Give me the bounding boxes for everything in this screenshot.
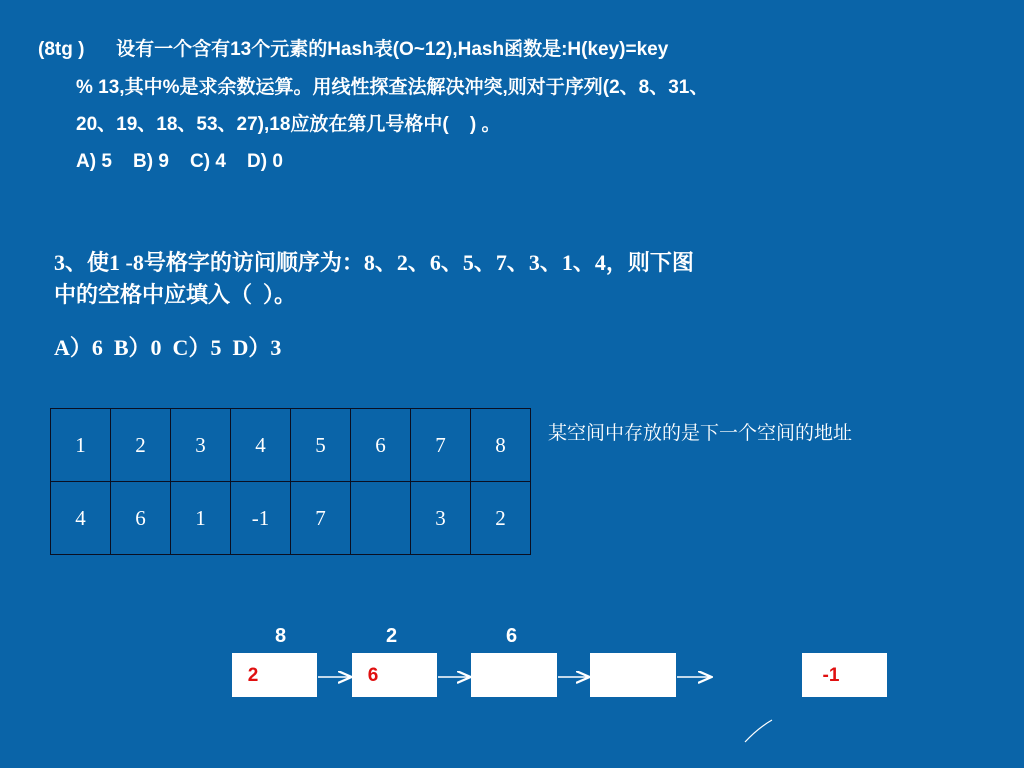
chain-node-value: 2: [247, 665, 259, 686]
table-value-cell: 2: [471, 482, 531, 555]
chain-node-value: 6: [367, 665, 379, 686]
question1-options: A) 5 B) 9 C) 4 D) 0: [76, 151, 283, 172]
question2-line1: 3、使1 -8号格字的访问顺序为：8、2、6、5、7、3、1、4，则下图: [54, 250, 694, 275]
table-header-cell: 7: [411, 409, 471, 482]
table-header-cell: 2: [111, 409, 171, 482]
table-value-cell: 6: [111, 482, 171, 555]
table-value-cell: 7: [291, 482, 351, 555]
table-value-cell: -1: [231, 482, 291, 555]
question1-line1: (8tg ) 设有一个含有13个元素的Hash表(O~12),Hash函数是:H(key)=key: [38, 39, 669, 60]
question2-line2: 中的空格中应填入（ ）。: [54, 282, 297, 307]
chain-label-2: 2: [386, 625, 398, 647]
table-header-cell: 6: [351, 409, 411, 482]
table-header-cell: 8: [471, 409, 531, 482]
chain-label-3: 6: [506, 625, 518, 647]
table-value-cell: 3: [411, 482, 471, 555]
table-header-cell: 3: [171, 409, 231, 482]
table-header-cell: 1: [51, 409, 111, 482]
chain-node-value: -1: [822, 665, 840, 686]
table-value-cell: 4: [51, 482, 111, 555]
table-header-cell: 5: [291, 409, 351, 482]
table-note: 某空间中存放的是下一个空间的地址: [548, 422, 853, 444]
question1-line2: % 13,其中%是求余数运算。用线性探查法解决冲突,则对于序列(2、8、31、: [76, 77, 709, 98]
table-header-cell: 4: [231, 409, 291, 482]
decorative-stroke: [745, 720, 772, 742]
table-value-cell: 1: [171, 482, 231, 555]
chain-label-1: 8: [275, 625, 287, 647]
question2-options: A）6 B）0 C）5 D）3: [54, 335, 282, 360]
question1-line3: 20、19、18、53、27),18应放在第几号格中( ) 。: [76, 114, 501, 135]
